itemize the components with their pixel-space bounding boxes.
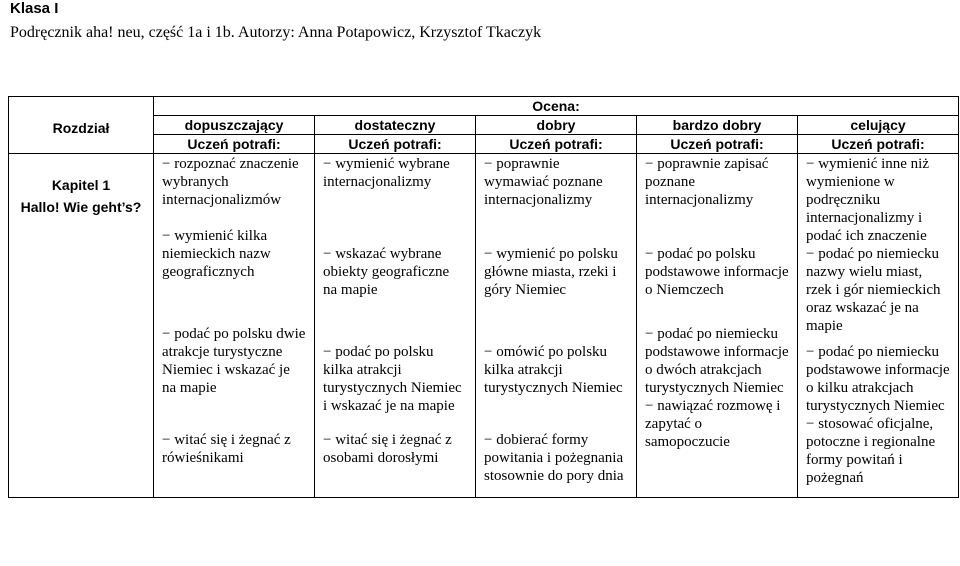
uczen-potrafi: Uczeń potrafi: [315, 135, 476, 154]
grade-1: dopuszczający [154, 116, 315, 135]
chapter-number: Kapitel 1 [51, 177, 111, 193]
requirement-cell [154, 154, 315, 498]
requirement-item: − podać po niemiecku podstawowe informacje o kilku atrakcjach turystycznych Niemiec [806, 344, 950, 414]
requirement-cell [315, 154, 476, 498]
requirement-item: − wskazać wybrane obiekty geograficzne na mapie [323, 246, 450, 298]
grade-5: celujący [798, 116, 959, 135]
requirement-item: − wymienić inne niż wymienione w podręczniku internacjonalizmy i podać ich znaczenie [806, 156, 930, 244]
uczen-potrafi: Uczeń potrafi: [154, 135, 315, 154]
textbook-info: Podręcznik aha! neu, część 1a i 1b. Autorzy: Anna Potapowicz, Krzysztof Tkaczyk [10, 24, 542, 41]
grade-header: Ocena: [154, 97, 959, 116]
chapter-header: Rozdział [9, 97, 154, 154]
grade-2: dostateczny [315, 116, 476, 135]
requirement-cell [637, 154, 798, 498]
requirement-item: − poprawnie zapisać poznane internacjonalizmy [645, 156, 769, 208]
requirement-item: − rozpoznać znaczenie wybranych internacjonalizmów [162, 156, 299, 208]
requirements-table [8, 96, 959, 498]
requirement-item: − podać po polsku podstawowe informacje o Niemczech [645, 246, 789, 298]
requirement-item: − omówić po polsku kilka atrakcji turystycznych Niemiec [484, 344, 623, 396]
grade-3: dobry [476, 116, 637, 135]
requirement-cell [476, 154, 637, 498]
requirement-item: − podać po niemiecku podstawowe informacje o dwóch atrakcjach turystycznych Niemiec [645, 326, 789, 396]
requirement-item: − witać się i żegnać z osobami dorosłymi [323, 432, 452, 466]
chapter-cell [9, 154, 154, 498]
requirement-item: − dobierać formy powitania i pożegnania stosownie do pory dnia [484, 432, 624, 484]
requirement-item: − wymienić wybrane internacjonalizmy [323, 156, 450, 190]
requirement-item: − wymienić kilka niemieckich nazw geograficznych [162, 228, 271, 280]
requirement-item: − witać się i żegnać z rówieśnikami [162, 432, 291, 466]
uczen-potrafi: Uczeń potrafi: [798, 135, 959, 154]
class-title: Klasa I [10, 0, 59, 17]
requirement-cell [798, 154, 959, 498]
uczen-potrafi: Uczeń potrafi: [476, 135, 637, 154]
requirement-item: − wymienić po polsku główne miasta, rzeki i góry Niemiec [484, 246, 618, 298]
table-row [9, 154, 959, 498]
requirement-item: − nawiązać rozmowę i zapytać o samopoczucie [645, 398, 781, 450]
requirement-item: − podać po polsku dwie atrakcje turystyczne Niemiec i wskazać je na mapie [162, 326, 306, 396]
requirement-item: − podać po polsku kilka atrakcji turystycznych Niemiec i wskazać je na mapie [323, 344, 462, 414]
requirement-item: − podać po niemiecku nazwy wielu miast, rzek i gór niemieckich oraz wskazać je na mapie [806, 246, 941, 334]
grade-4: bardzo dobry [637, 116, 798, 135]
requirement-item: − stosować oficjalne, potoczne i regionalne formy powitań i pożegnań [806, 416, 936, 486]
uczen-potrafi: Uczeń potrafi: [637, 135, 798, 154]
requirement-item: − poprawnie wymawiać poznane internacjonalizmy [484, 156, 603, 208]
chapter-title: Hallo! Wie geht’s? [20, 199, 142, 215]
